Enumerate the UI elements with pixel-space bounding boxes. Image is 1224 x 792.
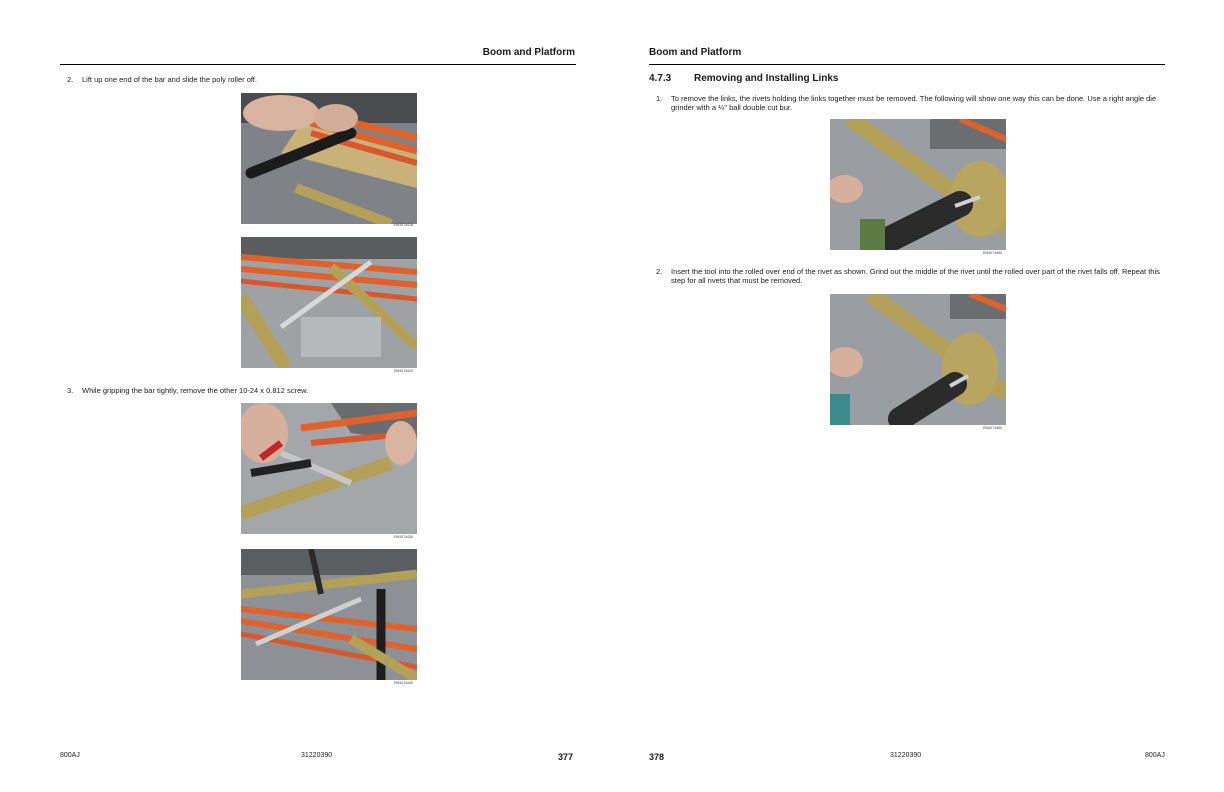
photo-caption: EM1074418 xyxy=(394,223,413,227)
header-rule xyxy=(60,64,576,65)
photo-screw-removed xyxy=(241,549,417,680)
footer-model: 800AJ xyxy=(1145,752,1165,759)
photo-bar-roller xyxy=(241,93,417,224)
photo-grind-rivet xyxy=(830,294,1006,425)
photo-roller-removed xyxy=(241,237,417,368)
step-number: 3. xyxy=(67,386,74,395)
step-number: 2. xyxy=(67,75,74,84)
section-title: Removing and Installing Links xyxy=(694,73,839,84)
header-rule xyxy=(649,64,1165,65)
footer-page-number: 377 xyxy=(558,752,574,762)
footer-doc-number: 31220390 xyxy=(890,752,922,759)
photo-caption: EM1074460 xyxy=(983,426,1002,430)
step-text: While gripping the bar tightly, remove the other 10-24 x 0.812 screw. xyxy=(82,386,309,395)
right-page xyxy=(612,0,1224,792)
photo-caption: EM1074430 xyxy=(394,535,413,539)
section-heading xyxy=(649,73,838,84)
photo-gripping-bar xyxy=(241,403,417,534)
step-text: Insert the tool into the rolled over end of the rivet as shown. Grind out the middle of the rivet until the rolled over part of the rivet falls off. Repeat this step for all rivets that must be removed. xyxy=(671,267,1160,285)
photo-caption: EM1074420 xyxy=(394,369,413,373)
footer-doc-number: 31220390 xyxy=(301,752,333,759)
step-text: Lift up one end of the bar and slide the poly roller off. xyxy=(82,75,257,84)
photo-caption: EM1074450 xyxy=(983,251,1002,255)
footer-page-number: 378 xyxy=(649,752,665,762)
photo-caption: EM1074440 xyxy=(394,681,413,685)
step-number: 2. xyxy=(656,267,663,276)
footer-model: 800AJ xyxy=(60,752,80,759)
step-number: 1. xyxy=(656,94,663,103)
step-text: To remove the links, the rivets holding the links together must be removed. The following will show one way this can be done. Use a right angle die grinder with a ¼" ball double cut bur. xyxy=(671,94,1157,112)
photo-die-grinder xyxy=(830,119,1006,250)
page-header-title: Boom and Platform xyxy=(482,47,575,58)
section-number: 4.7.3 xyxy=(649,73,672,84)
page-header-title: Boom and Platform xyxy=(649,47,742,58)
